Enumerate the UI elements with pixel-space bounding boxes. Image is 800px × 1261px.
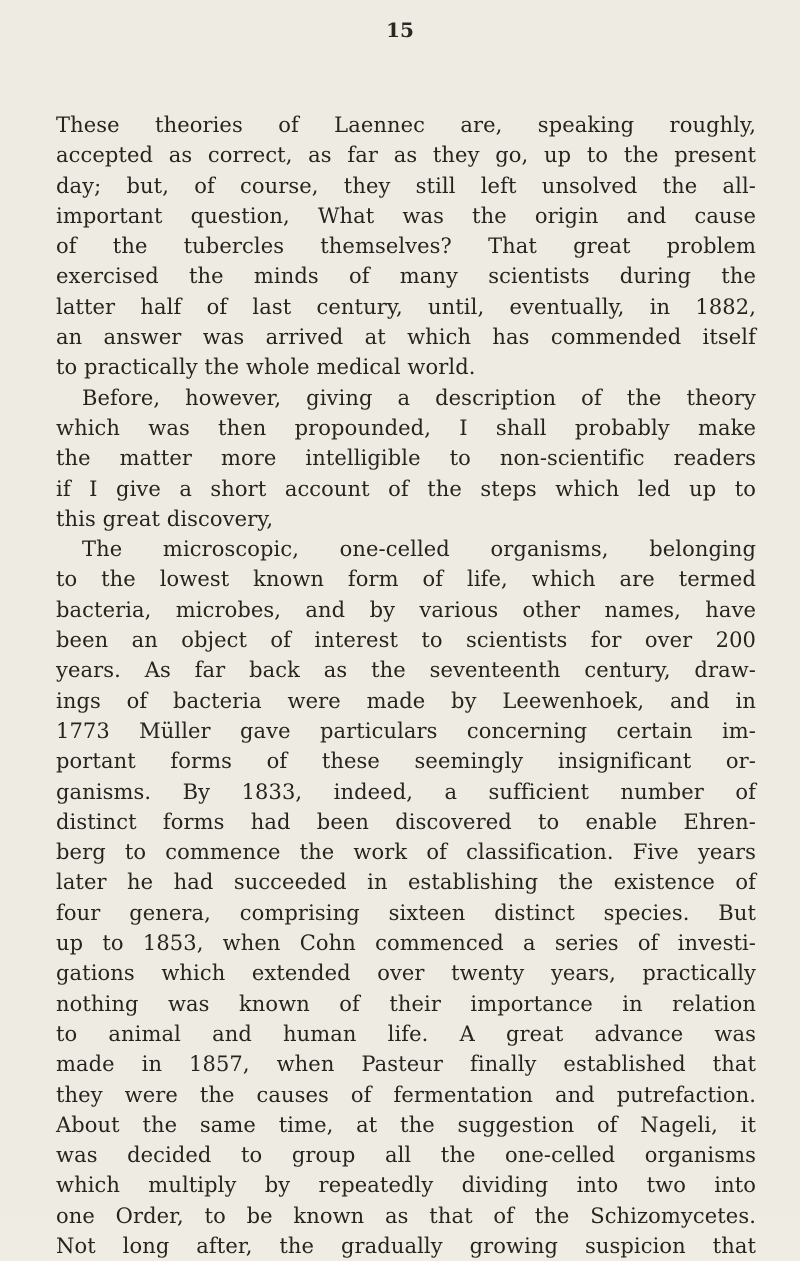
text-line: this great discovery,	[56, 506, 274, 531]
text-line: ings of bacteria were made by Leewenhoek, and in	[56, 688, 756, 713]
text-line: The microscopic, one-celled organisms, belonging	[82, 537, 756, 562]
text-line: important question, What was the origin and cause	[56, 203, 756, 228]
text-line: exercised the minds of many scientists during the	[56, 264, 756, 289]
text-line: latter half of last century, until, eventually, in 1882,	[56, 294, 756, 319]
text-line: years. As far back as the seventeenth century, draw-	[56, 658, 756, 683]
text-line: which multiply by repeatedly dividing into two into	[56, 1173, 756, 1198]
text-line: Before, however, giving a description of the theory	[82, 385, 756, 410]
text-line: made in 1857, when Pasteur finally established that	[56, 1052, 756, 1077]
text-line: up to 1853, when Cohn commenced a series of investi-	[56, 931, 756, 956]
page-number: 15	[386, 18, 414, 42]
body-text	[56, 110, 756, 1261]
text-line: which was then propounded, I shall probably make	[56, 415, 756, 440]
text-line: been an object of interest to scientists for over 200	[56, 628, 756, 653]
text-line: was decided to group all the one-celled organisms	[56, 1143, 756, 1168]
text-line: gations which extended over twenty years, practically	[56, 961, 756, 986]
text-line: later he had succeeded in establishing the existence of	[56, 870, 756, 895]
text-line: bacteria, microbes, and by various other names, have	[56, 597, 756, 622]
text-line: accepted as correct, as far as they go, up to the present	[56, 143, 756, 168]
text-line: an answer was arrived at which has commended itself	[56, 325, 756, 350]
text-line: distinct forms had been discovered to enable Ehren-	[56, 809, 756, 834]
text-line: About the same time, at the suggestion of Nageli, it	[56, 1112, 756, 1137]
text-line: portant forms of these seemingly insignificant or-	[56, 749, 756, 774]
text-line: four genera, comprising sixteen distinct species. But	[56, 900, 756, 925]
text-line: to practically the whole medical world.	[56, 355, 476, 380]
text-line: the matter more intelligible to non-scientific readers	[56, 446, 756, 471]
text-line: 1773 Müller gave particulars concerning certain im-	[56, 718, 756, 743]
text-line: to animal and human life. A great advance was	[56, 1021, 756, 1046]
text-line: These theories of Laennec are, speaking roughly,	[56, 113, 756, 137]
text-line: nothing was known of their importance in relation	[56, 991, 756, 1016]
text-line: if I give a short account of the steps which led up to	[56, 476, 756, 501]
text-line: Not long after, the gradually growing suspicion that	[56, 1233, 756, 1258]
text-line: of the tubercles themselves? That great problem	[56, 234, 756, 259]
text-line: to the lowest known form of life, which are termed	[56, 567, 756, 592]
text-line: ganisms. By 1833, indeed, a sufficient number of	[56, 779, 756, 804]
text-line: day; but, of course, they still left unsolved the all-	[56, 173, 756, 198]
text-line: berg to commence the work of classification. Five years	[56, 840, 756, 865]
text-line: one Order, to be known as that of the Schizomycetes.	[56, 1203, 756, 1228]
text-line: they were the causes of fermentation and putrefaction.	[56, 1082, 756, 1107]
